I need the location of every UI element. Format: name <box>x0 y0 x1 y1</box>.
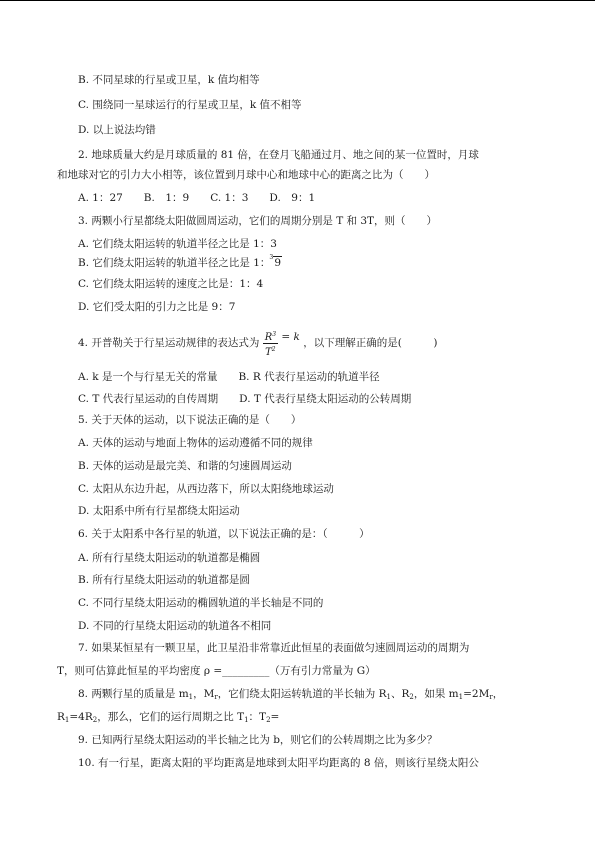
q6-stem: 6. 关于太阳系中各行星的轨道，以下说法正确的是：（ ） <box>78 528 370 540</box>
fraction-denominator: $T^2$ <box>265 345 276 358</box>
q8-stem-line1: 8. 两颗行星的质量是 $m_1$，$M_r$，它们绕太阳运转轨道的半长轴为 $R_1$、$R_2$，如果 $m_1=2M_r$， <box>78 688 504 701</box>
root-radicand: 9 <box>274 257 282 269</box>
header-rule <box>0 0 595 1</box>
q5-option-d: D. 太阳系中所有行星都绕太阳运动 <box>78 505 240 517</box>
q4-stem-text: 4. 开普勒关于行星运动规律的表达式为 <box>78 337 260 349</box>
cube-root <box>270 256 282 270</box>
q1-option-b: B. 不同星球的行星或卫星，k 值均相等 <box>78 74 260 86</box>
q3-option-a: A. 它们绕太阳运转的轨道半径之比是 1：3 <box>78 238 277 250</box>
q7-stem-line2: T，则可估算此恒星的平均密度 ρ =_________（万有引力常量为 G） <box>57 665 376 677</box>
q2-stem-line1: 2. 地球质量大约是月球质量的 81 倍，在登月飞船通过月、地之间的某一位置时，月球 <box>78 149 479 161</box>
q3-option-b <box>78 256 282 270</box>
q1-option-d: D. 以上说法均错 <box>78 124 156 136</box>
q3-stem: 3. 两颗小行星都绕太阳做圆周运动，它们的周期分别是 T 和 3T，则（ ） <box>78 215 438 227</box>
q5-option-b: B. 天体的运动是最完美、和谐的匀速圆周运动 <box>78 460 292 472</box>
q1-option-c: C. 围绕同一星球运行的行星或卫星，k 值不相等 <box>78 99 302 111</box>
q8-stem-line2: $R_1=4R_2$，那么，它们的运行周期之比 $T_1$：$T_2=$ <box>57 711 280 724</box>
q3-option-b-text: B. 它们绕太阳运转的轨道半径之比是 1： <box>78 257 271 269</box>
q10-stem: 10. 有一行星，距离太阳的平均距离是地球到太阳平均距离的 8 倍，则该行星绕太阳公 <box>78 757 479 769</box>
q7-stem-line1: 7. 如果某恒星有一颗卫星，此卫星沿非常靠近此恒星的表面做匀速圆周运动的周期为 <box>78 642 470 654</box>
q4-stem-tail: ，以下理解正确的是( ) <box>303 337 438 349</box>
kepler-fraction <box>263 329 278 358</box>
q4-options-cd: C. T 代表行星运动的自传周期 D. T 代表行星绕太阳运动的公转周期 <box>78 393 412 405</box>
q3-option-c: C. 它们绕太阳运转的速度之比是：1：4 <box>78 278 264 290</box>
q6-option-a: A. 所有行星绕太阳运动的轨道都是椭圆 <box>78 552 261 564</box>
q2-stem-line2: 和地球对它的引力大小相等，该位置到月球中心和地球中心的距离之比为（ ） <box>57 169 435 181</box>
root-index: 3 <box>269 254 274 261</box>
q2-options: A. 1：27 B. 1：9 C. 1：3 D. 9：1 <box>78 192 316 204</box>
q6-option-c: C. 不同行星绕太阳运动的椭圆轨道的半长轴是不同的 <box>78 597 324 609</box>
q5-option-a: A. 天体的运动与地面上物体的运动遵循不同的规律 <box>78 437 313 449</box>
q6-option-b: B. 所有行星绕太阳运动的轨道都是圆 <box>78 574 250 586</box>
q5-stem: 5. 关于天体的运动，以下说法正确的是（ ） <box>78 414 302 426</box>
fraction-equals: = k <box>281 331 300 343</box>
q9-stem: 9. 已知两行星绕太阳运动的半长轴之比为 b，则它们的公转周期之比为多少？ <box>78 734 438 746</box>
q4-stem <box>78 324 437 358</box>
q4-options-ab: A. k 是一个与行星无关的常量 B. R 代表行星运动的轨道半径 <box>78 371 380 383</box>
q5-option-c: C. 太阳从东边升起，从西边落下，所以太阳绕地球运动 <box>78 483 334 495</box>
q3-option-d: D. 它们受太阳的引力之比是 9：7 <box>78 301 236 313</box>
q6-option-d: D. 不同的行星绕太阳运动的轨道各不相同 <box>78 620 272 632</box>
fraction-numerator: $R^3$ <box>264 330 277 343</box>
